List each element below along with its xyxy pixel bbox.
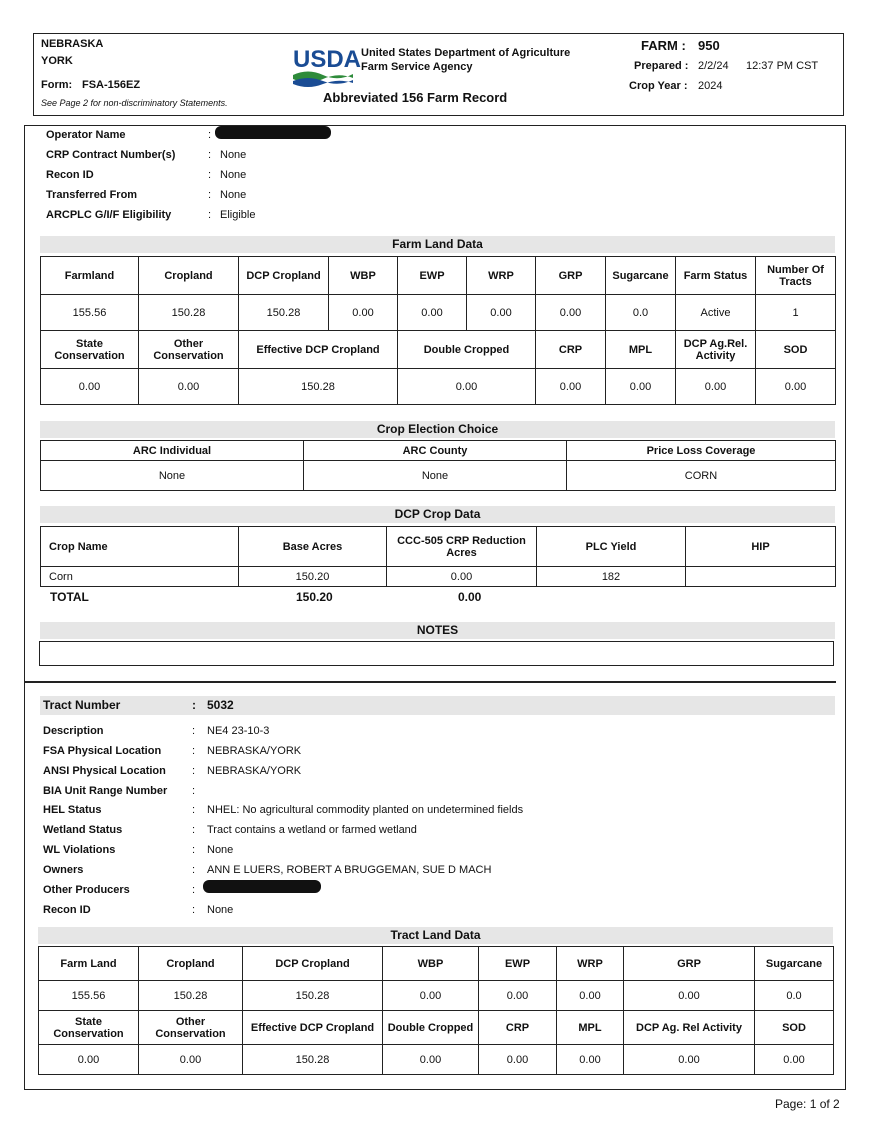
- value-plc-yield: 182: [537, 567, 686, 587]
- operator-name-label: Operator Name: [46, 129, 126, 141]
- header-sugarcane: Sugarcane: [606, 257, 676, 295]
- value-dcp-ag-rel-activity: 0.00: [676, 369, 756, 405]
- tract-header-ewp: EWP: [479, 947, 557, 981]
- tract-header-sod: SOD: [755, 1011, 834, 1045]
- usda-logo-text: USDA: [293, 46, 362, 73]
- value-wrp: 0.00: [467, 295, 536, 331]
- form-label: Form:: [41, 79, 73, 91]
- header-state-conservation: State Conservation: [41, 331, 139, 369]
- tract-value-grp: 0.00: [624, 981, 755, 1011]
- value-base-acres: 150.20: [239, 567, 387, 587]
- ansi-physical-location-label: ANSI Physical Location: [43, 765, 166, 777]
- value-cropland: 150.28: [139, 295, 239, 331]
- farm-number-label: FARM :: [641, 38, 686, 53]
- value-double-cropped: 0.00: [398, 369, 536, 405]
- tract-value-sod: 0.00: [755, 1045, 834, 1075]
- tract-value-dcp-ag-rel-activity: 0.00: [624, 1045, 755, 1075]
- value-mpl: 0.00: [606, 369, 676, 405]
- form-value: FSA-156EZ: [82, 79, 141, 91]
- tract-header-farm-land: Farm Land: [39, 947, 139, 981]
- value-crp: 0.00: [536, 369, 606, 405]
- value-ewp: 0.00: [398, 295, 467, 331]
- owners-label: Owners: [43, 864, 84, 876]
- tract-recon-id-value: None: [207, 904, 234, 916]
- wetland-status-label: Wetland Status: [43, 824, 123, 836]
- value-other-conservation: 0.00: [139, 369, 239, 405]
- tract-value-crp: 0.00: [479, 1045, 557, 1075]
- other-producers-redaction: [203, 880, 321, 893]
- value-wbp: 0.00: [329, 295, 398, 331]
- notes-box: [39, 641, 834, 666]
- transferred-from-value: None: [220, 189, 247, 201]
- header-wrp: WRP: [467, 257, 536, 295]
- tract-header-effective-dcp-cropland: Effective DCP Cropland: [243, 1011, 383, 1045]
- dcp-crop-data-table: [40, 526, 836, 587]
- crp-contract-value: None: [220, 149, 247, 161]
- header-base-acres: Base Acres: [239, 527, 387, 567]
- farm-land-data-title: Farm Land Data: [40, 236, 835, 253]
- header-mpl: MPL: [606, 331, 676, 369]
- tract-header-crp: CRP: [479, 1011, 557, 1045]
- value-farmland: 155.56: [41, 295, 139, 331]
- header-ccc505-reduction: CCC-505 CRP Reduction Acres: [387, 527, 537, 567]
- crop-year-label: Crop Year :: [629, 80, 688, 92]
- notes-title: NOTES: [40, 622, 835, 639]
- tract-header-other-conservation: Other Conservation: [139, 1011, 243, 1045]
- header-double-cropped: Double Cropped: [398, 331, 536, 369]
- tract-header-dcp-cropland: DCP Cropland: [243, 947, 383, 981]
- tract-number-label: Tract Number: [43, 698, 121, 712]
- tract-header-mpl: MPL: [557, 1011, 624, 1045]
- dcp-crop-data-title: DCP Crop Data: [40, 506, 835, 523]
- wl-violations-label: WL Violations: [43, 844, 116, 856]
- prepared-time: 12:37 PM CST: [746, 60, 819, 72]
- tract-value-effective-dcp-cropland: 150.28: [243, 1045, 383, 1075]
- agency-name-line1: United States Department of Agriculture: [361, 47, 571, 59]
- value-dcp-cropland: 150.28: [239, 295, 329, 331]
- crop-election-title: Crop Election Choice: [40, 421, 835, 438]
- tract-description-label: Description: [43, 725, 104, 737]
- tract-header-double-cropped: Double Cropped: [383, 1011, 479, 1045]
- tract-land-data-table: [38, 946, 834, 1075]
- value-farm-status: Active: [676, 295, 756, 331]
- header-grp: GRP: [536, 257, 606, 295]
- tract-land-data-title: Tract Land Data: [38, 927, 833, 944]
- header-sod: SOD: [756, 331, 836, 369]
- value-arc-county: None: [304, 461, 567, 491]
- owners-value: ANN E LUERS, ROBERT A BRUGGEMAN, SUE D MACH: [207, 864, 492, 876]
- value-sod: 0.00: [756, 369, 836, 405]
- tract-header-state-conservation: State Conservation: [39, 1011, 139, 1045]
- hel-status-label: HEL Status: [43, 804, 102, 816]
- wetland-status-value: Tract contains a wetland or farmed wetland: [207, 824, 417, 836]
- tract-header-cropland: Cropland: [139, 947, 243, 981]
- tract-value-farm-land: 155.56: [39, 981, 139, 1011]
- fsa-physical-location-label: FSA Physical Location: [43, 745, 162, 757]
- value-state-conservation: 0.00: [41, 369, 139, 405]
- tract-header-sugarcane: Sugarcane: [755, 947, 834, 981]
- county-name: YORK: [41, 55, 73, 67]
- hel-status-value: NHEL: No agricultural commodity planted on undetermined fields: [207, 804, 524, 816]
- value-hip: [686, 567, 836, 587]
- value-number-of-tracts: 1: [756, 295, 836, 331]
- header-arc-individual: ARC Individual: [41, 441, 304, 461]
- tract-value-cropland: 150.28: [139, 981, 243, 1011]
- value-grp: 0.00: [536, 295, 606, 331]
- header-crp: CRP: [536, 331, 606, 369]
- crop-election-table: [40, 440, 836, 491]
- ansi-physical-location-value: NEBRASKA/YORK: [207, 765, 302, 777]
- value-arc-individual: None: [41, 461, 304, 491]
- header-wbp: WBP: [329, 257, 398, 295]
- dcp-total-base-acres: 150.20: [296, 590, 333, 604]
- bia-unit-range-label: BIA Unit Range Number: [43, 785, 168, 797]
- arcplc-eligibility-label: ARCPLC G/I/F Eligibility: [46, 209, 172, 221]
- tract-header-grp: GRP: [624, 947, 755, 981]
- prepared-date: 2/2/24: [698, 60, 729, 72]
- value-sugarcane: 0.0: [606, 295, 676, 331]
- tract-value-ewp: 0.00: [479, 981, 557, 1011]
- crp-contract-label: CRP Contract Number(s): [46, 149, 176, 161]
- header-number-of-tracts: Number Of Tracts: [756, 257, 836, 295]
- header-cropland: Cropland: [139, 257, 239, 295]
- page-number: Page: 1 of 2: [775, 1097, 840, 1111]
- header-other-conservation: Other Conservation: [139, 331, 239, 369]
- recon-id-value: None: [220, 169, 247, 181]
- tract-value-other-conservation: 0.00: [139, 1045, 243, 1075]
- header-hip: HIP: [686, 527, 836, 567]
- document-title: Abbreviated 156 Farm Record: [323, 90, 508, 105]
- tract-value-sugarcane: 0.0: [755, 981, 834, 1011]
- fsa-physical-location-value: NEBRASKA/YORK: [207, 745, 302, 757]
- header-farmland: Farmland: [41, 257, 139, 295]
- header-plc-yield: PLC Yield: [537, 527, 686, 567]
- dcp-total-reduction: 0.00: [458, 590, 482, 604]
- state-name: NEBRASKA: [41, 38, 104, 50]
- transferred-from-label: Transferred From: [46, 189, 138, 201]
- tract-header-dcp-ag-rel-activity: DCP Ag. Rel Activity: [624, 1011, 755, 1045]
- value-crop-name: Corn: [41, 567, 239, 587]
- header-effective-dcp-cropland: Effective DCP Cropland: [239, 331, 398, 369]
- header-dcp-ag-rel-activity: DCP Ag.Rel. Activity: [676, 331, 756, 369]
- header-dcp-cropland: DCP Cropland: [239, 257, 329, 295]
- header-ewp: EWP: [398, 257, 467, 295]
- wl-violations-value: None: [207, 844, 234, 856]
- tract-description-value: NE4 23-10-3: [207, 725, 270, 737]
- agency-name-line2: Farm Service Agency: [361, 61, 473, 73]
- tract-number-value: 5032: [207, 698, 234, 712]
- other-producers-label: Other Producers: [43, 884, 130, 896]
- farm-number-value: 950: [698, 38, 720, 53]
- header-price-loss-coverage: Price Loss Coverage: [567, 441, 836, 461]
- tract-value-double-cropped: 0.00: [383, 1045, 479, 1075]
- section-divider: [24, 681, 836, 683]
- arcplc-eligibility-value: Eligible: [220, 209, 256, 221]
- recon-id-label: Recon ID: [46, 169, 94, 181]
- farm-land-data-table: [40, 256, 836, 405]
- operator-name-redaction: [215, 126, 331, 139]
- dcp-total-label: TOTAL: [50, 590, 89, 604]
- tract-number-band: [40, 696, 835, 715]
- tract-value-wbp: 0.00: [383, 981, 479, 1011]
- prepared-label: Prepared :: [634, 60, 689, 72]
- tract-value-mpl: 0.00: [557, 1045, 624, 1075]
- nondiscrimination-note: See Page 2 for non-discriminatory Statements.: [41, 98, 228, 108]
- tract-header-wbp: WBP: [383, 947, 479, 981]
- header-farm-status: Farm Status: [676, 257, 756, 295]
- value-ccc505-reduction: 0.00: [387, 567, 537, 587]
- header-crop-name: Crop Name: [41, 527, 239, 567]
- tract-recon-id-label: Recon ID: [43, 904, 91, 916]
- value-effective-dcp-cropland: 150.28: [239, 369, 398, 405]
- crop-year-value: 2024: [698, 80, 723, 92]
- tract-value-wrp: 0.00: [557, 981, 624, 1011]
- value-price-loss-coverage: CORN: [567, 461, 836, 491]
- header-arc-county: ARC County: [304, 441, 567, 461]
- usda-logo: [293, 45, 362, 85]
- tract-value-dcp-cropland: 150.28: [243, 981, 383, 1011]
- tract-header-wrp: WRP: [557, 947, 624, 981]
- tract-value-state-conservation: 0.00: [39, 1045, 139, 1075]
